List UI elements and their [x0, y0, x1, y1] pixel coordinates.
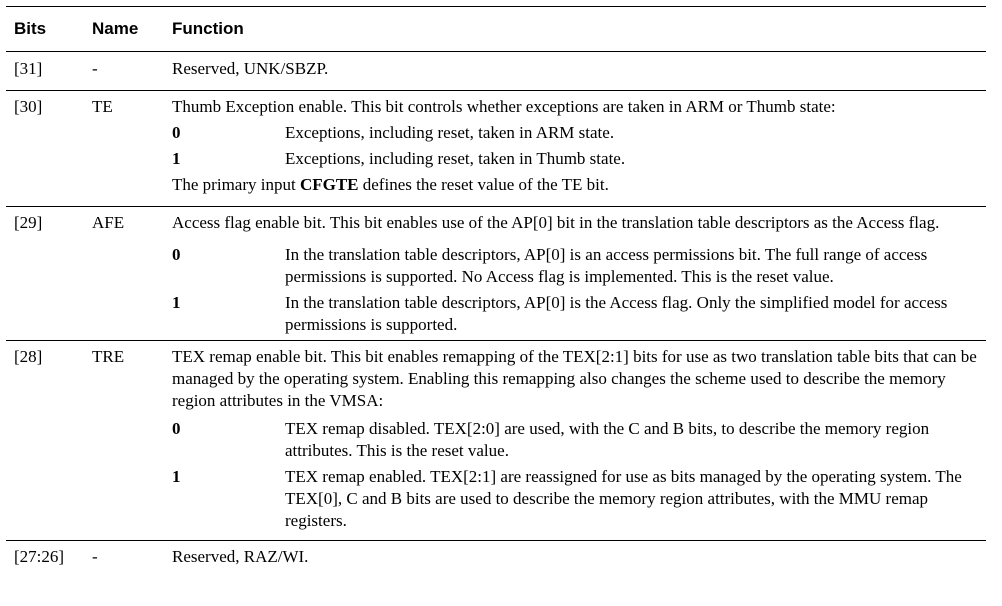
- function-cell: Access flag enable bit. This bit enables use of the AP[0] bit in the translation table descriptors as the Access flag.: [172, 213, 940, 232]
- name-cell: TE: [92, 97, 113, 116]
- name-cell: -: [92, 59, 98, 78]
- bits-cell: [31]: [14, 59, 43, 78]
- reset-note: [172, 174, 982, 196]
- value-description: In the translation table descriptors, AP[0] is the Access flag. Only the simplified model for access permissions is supported.: [285, 293, 948, 334]
- header-bits: Bits: [14, 19, 47, 38]
- header-rule: [6, 51, 986, 52]
- value-label: 1: [172, 149, 181, 168]
- reset-note-pre: The primary input: [172, 175, 300, 194]
- function-cell: Thumb Exception enable. This bit controls whether exceptions are taken in ARM or Thumb state:: [172, 97, 836, 116]
- row-rule: [6, 540, 986, 541]
- function-cell: Reserved, RAZ/WI.: [172, 547, 309, 566]
- value-description: In the translation table descriptors, AP[0] is an access permissions bit. The full range of access permissions is supported. No Access flag is implemented. This is the reset value.: [285, 245, 928, 286]
- signal-name: CFGTE: [299, 175, 359, 194]
- reset-note-post: defines the reset value of the TE bit.: [358, 175, 609, 194]
- name-cell: AFE: [92, 213, 125, 232]
- name-cell: -: [92, 547, 98, 566]
- value-description: Exceptions, including reset, taken in ARM state.: [285, 123, 615, 142]
- name-cell: TRE: [92, 347, 125, 366]
- header-function: Function: [172, 19, 244, 38]
- value-label: 1: [172, 467, 181, 486]
- value-label: 1: [172, 293, 181, 312]
- function-cell: TEX remap enable bit. This bit enables remapping of the TEX[2:1] bits for use as two translation table bits that can be managed by the operating system. Enabling this remapping also changes the scheme used to describe the memory region attributes in the VMSA:: [172, 347, 977, 410]
- value-description: TEX remap enabled. TEX[2:1] are reassigned for use as bits managed by the operating system. The TEX[0], C and B bits are used to describe the memory region attributes, with the MMU remap registers.: [285, 467, 962, 530]
- value-label: 0: [172, 419, 181, 438]
- row-rule: [6, 340, 986, 341]
- table-top-rule: [6, 6, 986, 7]
- bits-cell: [27:26]: [14, 547, 65, 566]
- bits-cell: [30]: [14, 97, 43, 116]
- value-description: TEX remap disabled. TEX[2:0] are used, with the C and B bits, to describe the memory region attributes. This is the reset value.: [285, 419, 930, 460]
- value-label: 0: [172, 123, 181, 142]
- function-cell: Reserved, UNK/SBZP.: [172, 59, 329, 78]
- bits-cell: [28]: [14, 347, 43, 366]
- header-name: Name: [92, 19, 139, 38]
- value-label: 0: [172, 245, 181, 264]
- bits-cell: [29]: [14, 213, 43, 232]
- value-description: Exceptions, including reset, taken in Thumb state.: [285, 149, 626, 168]
- row-rule: [6, 206, 986, 207]
- row-rule: [6, 90, 986, 91]
